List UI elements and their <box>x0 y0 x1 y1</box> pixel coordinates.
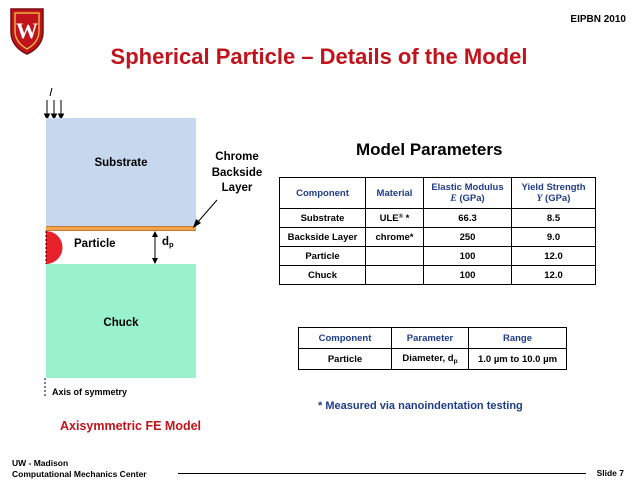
table-row <box>280 209 596 228</box>
cell-yield: 8.5 <box>512 209 596 228</box>
fe-model-caption: Axisymmetric FE Model <box>60 419 202 433</box>
header-component: Component <box>299 328 392 349</box>
substrate-label: Substrate <box>94 157 148 169</box>
cell-yield: 12.0 <box>512 247 596 266</box>
chuck-label: Chuck <box>103 317 139 329</box>
header-parameter: Parameter <box>392 328 469 349</box>
particle-half-circle <box>34 231 64 264</box>
table-row <box>280 266 596 285</box>
model-parameters-table <box>279 177 596 285</box>
cell-parameter: Diameter, $d_p$ <box>392 349 469 370</box>
diameter-arrow-icon <box>150 231 160 264</box>
cell-material <box>366 266 424 285</box>
header-material: Material <box>366 178 424 209</box>
backside-layer-strip <box>46 226 196 231</box>
cell-material <box>366 247 424 266</box>
cell-component: Substrate <box>280 209 366 228</box>
footer-divider <box>178 473 586 474</box>
table-row <box>299 349 567 370</box>
crest-letter: W <box>16 18 38 43</box>
symmetry-axis-label: Axis of symmetry <box>52 387 128 397</box>
table-row <box>280 247 596 266</box>
cell-modulus: 100 <box>424 266 512 285</box>
model-parameters-title: Model Parameters <box>356 140 503 159</box>
footnote: * Measured via nanoindentation testing <box>318 400 523 412</box>
slide-title: Spherical Particle – Details of the Model <box>110 44 528 69</box>
conference-label: EIPBN 2010 <box>570 14 626 25</box>
substrate-block <box>46 118 196 226</box>
cell-material: ULE® * <box>366 209 424 228</box>
load-arrows-icon <box>43 86 67 120</box>
table-row <box>280 228 596 247</box>
header-yield: Yield Strength Y (GPa) <box>512 178 596 209</box>
footer-org-line1: UW - Madison <box>12 458 69 468</box>
symmetry-axis-line <box>44 378 46 398</box>
table-header-row <box>299 328 567 349</box>
cell-modulus: 66.3 <box>424 209 512 228</box>
pointer-arrow-icon <box>190 198 220 230</box>
cell-component: Chuck <box>280 266 366 285</box>
header-component: Component <box>280 178 366 209</box>
cell-modulus: 250 <box>424 228 512 247</box>
particle-parameters-table <box>298 327 567 370</box>
cell-material: chrome* <box>366 228 424 247</box>
table-header-row <box>280 178 596 209</box>
cell-component: Particle <box>299 349 392 370</box>
diameter-label: dp <box>162 236 174 249</box>
cell-range: 1.0 µm to 10.0 µm <box>469 349 567 370</box>
chrome-backside-label: Chrome Backside Layer <box>211 151 263 194</box>
cell-component: Backside Layer <box>280 228 366 247</box>
footer-org-line2: Computational Mechanics Center <box>12 469 147 479</box>
particle-label: Particle <box>74 238 116 250</box>
cell-component: Particle <box>280 247 366 266</box>
cell-modulus: 100 <box>424 247 512 266</box>
cell-yield: 12.0 <box>512 266 596 285</box>
header-range: Range <box>469 328 567 349</box>
header-modulus: Elastic Modulus E (GPa) <box>424 178 512 209</box>
slide-number: Slide 7 <box>596 468 624 478</box>
cell-yield: 9.0 <box>512 228 596 247</box>
